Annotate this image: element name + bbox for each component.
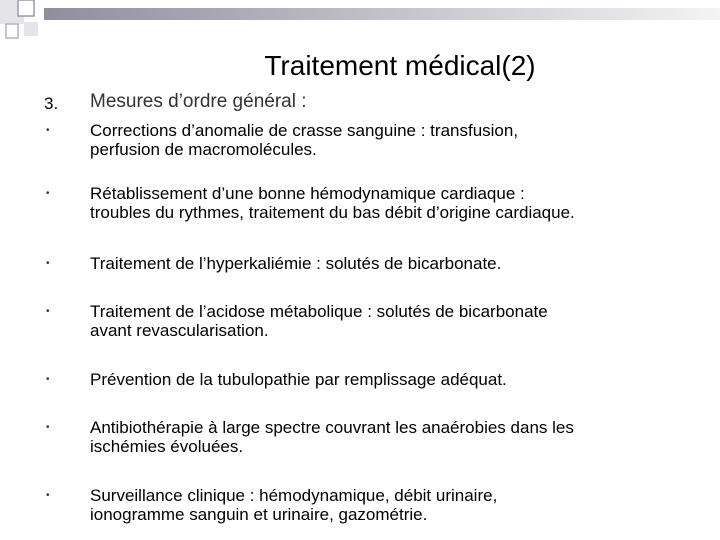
bullet: • bbox=[46, 258, 50, 269]
bullet: • bbox=[46, 125, 50, 136]
deco-outline-square bbox=[18, 0, 34, 16]
section-heading: Mesures d’ordre général : bbox=[90, 91, 307, 112]
list-item-text: Traitement de l’acidose métabolique : solutés de bicarbonate avant revascularisation. bbox=[90, 302, 548, 340]
bullet: • bbox=[46, 374, 50, 385]
bullet: • bbox=[46, 422, 50, 433]
slide-title: Traitement médical(2) bbox=[264, 50, 536, 81]
deco-square bbox=[24, 22, 38, 36]
header-gradient-bar bbox=[44, 8, 720, 20]
list-item-text: Corrections d’anomalie de crasse sanguine : transfusion, perfusion de macromolécules. bbox=[90, 121, 519, 159]
list-item-text: Traitement de l’hyperkaliémie : solutés de bicarbonate. bbox=[90, 254, 502, 273]
header-decoration bbox=[0, 0, 720, 48]
list-item-text: Surveillance clinique : hémodynamique, débit urinaire, ionogramme sanguin et urinaire, gazométrie. bbox=[90, 486, 498, 524]
list-item-text: Prévention de la tubulopathie par remplissage adéquat. bbox=[90, 370, 507, 389]
deco-outline-square bbox=[6, 24, 18, 38]
bullet: • bbox=[46, 490, 50, 501]
list-item-text: Antibiothérapie à large spectre couvrant les anaérobies dans les ischémies évoluées. bbox=[90, 418, 574, 456]
section-number: 3. bbox=[44, 94, 59, 113]
bullet: • bbox=[46, 188, 50, 199]
bullet: • bbox=[46, 306, 50, 317]
list-item-text: Rétablissement d’une bonne hémodynamique cardiaque : troubles du rythmes, traitement du bas débit d’origine cardiaque. bbox=[90, 184, 575, 222]
